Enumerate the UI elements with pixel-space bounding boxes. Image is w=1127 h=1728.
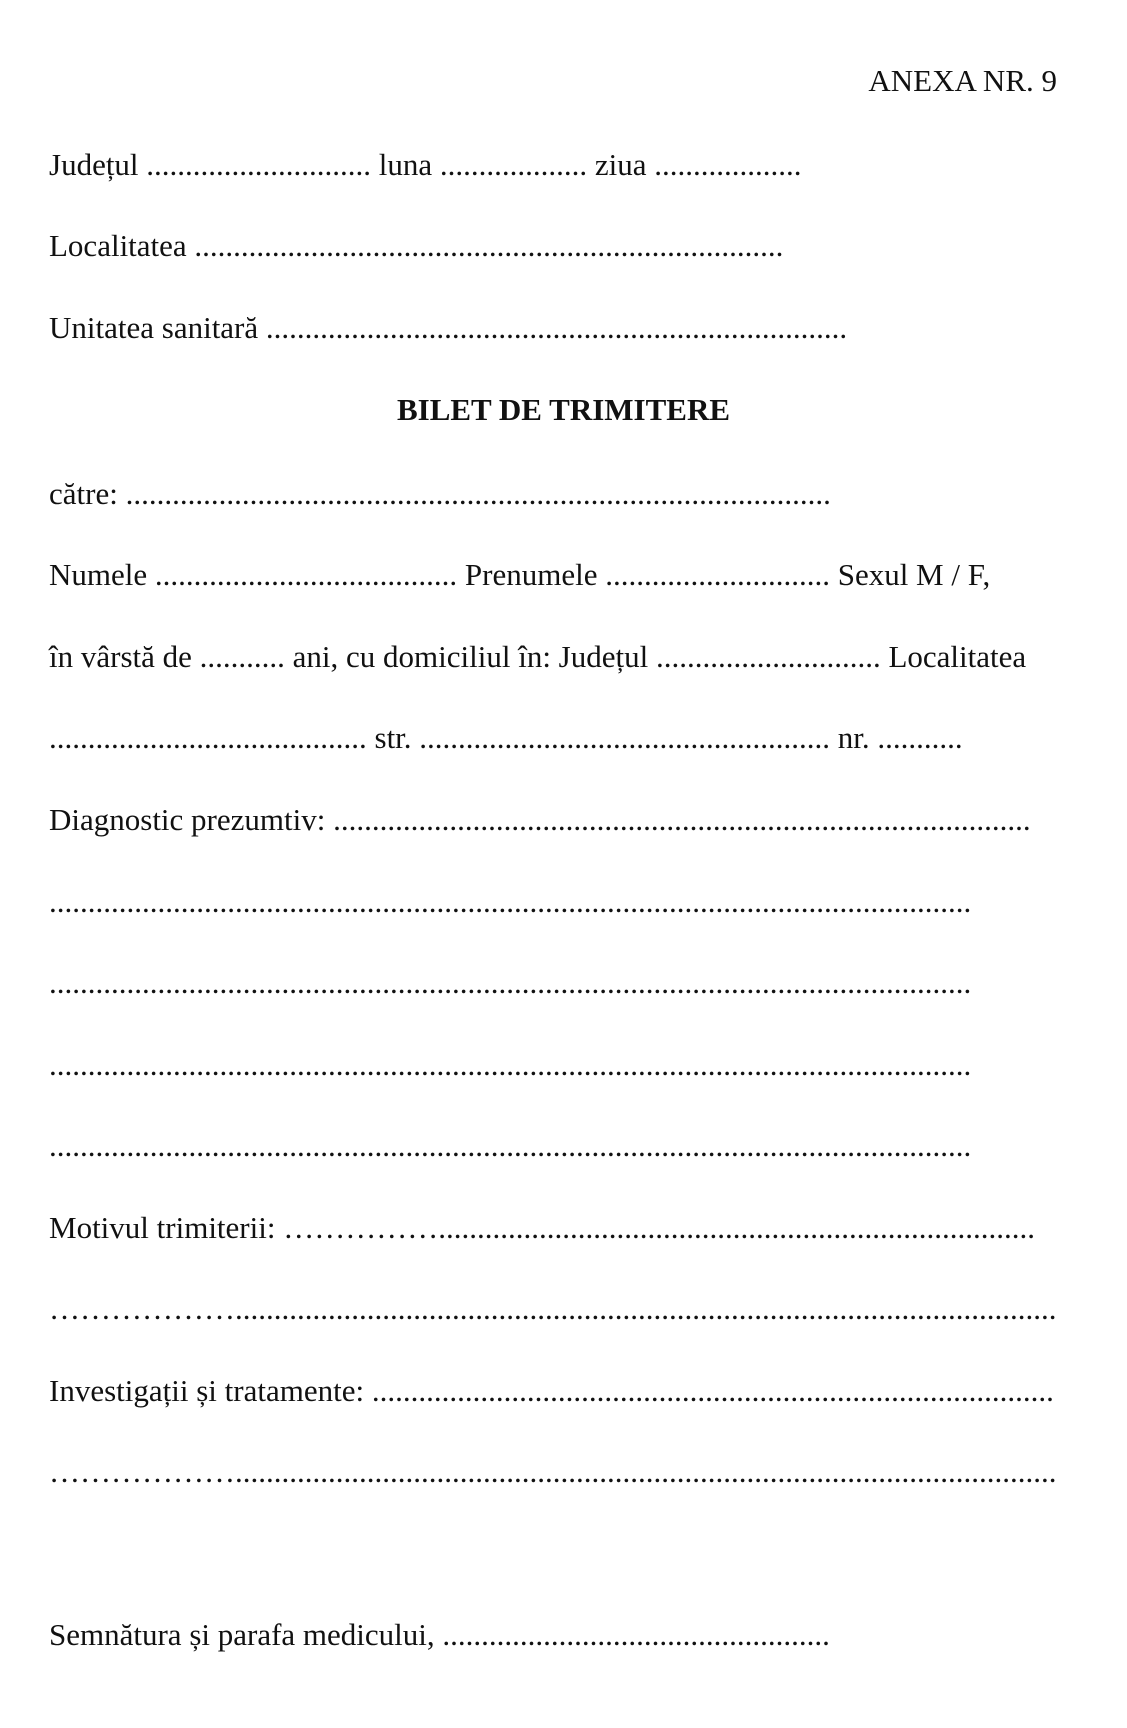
document-title: BILET DE TRIMITERE <box>396 392 731 427</box>
referral-reason-line: Motivul trimiterii: ……………............................................................................. <box>49 1210 1035 1245</box>
patient-street-line: ......................................... str. ..................................................... nr. ........... <box>49 720 963 755</box>
diagnostic-blank-line: ....................................................................................................................... <box>49 1047 972 1082</box>
diagnostic-blank-line: ....................................................................................................................... <box>49 1128 972 1163</box>
county-date-line: Județul ............................. luna ................... ziua ................... <box>49 147 802 182</box>
diagnostic-blank-line: ....................................................................................................................... <box>49 965 972 1000</box>
patient-name-line: Numele ....................................... Prenumele ............................. Sexul M / F, <box>49 557 991 592</box>
doctor-signature-line: Semnătura și parafa medicului, .................................................. <box>49 1617 830 1652</box>
diagnostic-blank-line: ....................................................................................................................... <box>49 884 972 919</box>
referral-reason-blank-line: ……………….......................................................................................................... <box>49 1291 1057 1326</box>
recipient-line: către: ........................................................................................... <box>49 476 831 511</box>
patient-age-address-line: în vârstă de ........... ani, cu domiciliul în: Județul ............................. Localitatea <box>49 639 1027 674</box>
annex-number: ANEXA NR. 9 <box>868 63 1057 98</box>
investigations-blank-line: ……………….......................................................................................................... <box>49 1454 1057 1489</box>
investigations-line: Investigații și tratamente: ........................................................................................ <box>49 1373 1054 1408</box>
diagnostic-line: Diagnostic prezumtiv: .......................................................................................... <box>49 802 1031 837</box>
locality-line: Localitatea ............................................................................ <box>49 228 784 263</box>
health-unit-line: Unitatea sanitară ........................................................................... <box>49 310 848 345</box>
